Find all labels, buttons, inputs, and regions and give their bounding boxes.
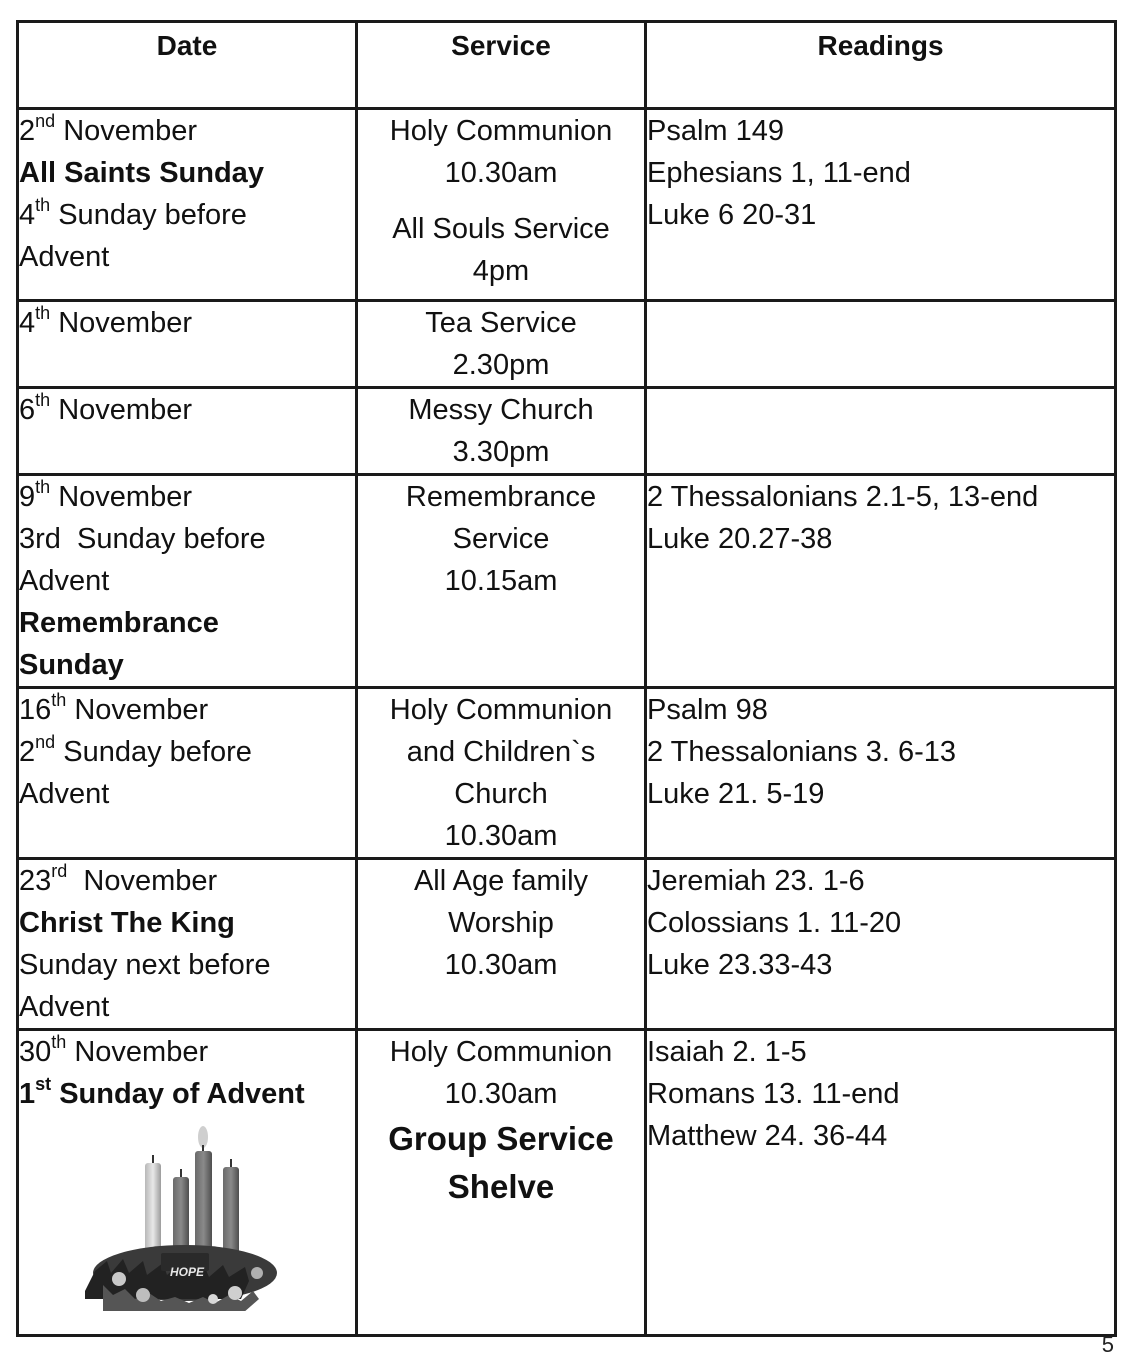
page-number: 5 — [1101, 1332, 1114, 1357]
readings-cell — [646, 301, 1116, 388]
advent-wreath-image — [85, 1123, 285, 1311]
readings-cell: 2 Thessalonians 2.1-5, 13-end Luke 20.27-38 — [646, 475, 1116, 688]
header-readings: Readings — [646, 22, 1116, 109]
service-cell: Remembrance Service 10.15am — [357, 475, 646, 688]
date-cell: 4th November — [18, 301, 357, 388]
date-cell: 16th November 2nd Sunday before Advent — [18, 688, 357, 859]
readings-cell — [646, 388, 1116, 475]
wreath-label: HOPE — [169, 1265, 204, 1279]
table-row — [18, 388, 1116, 475]
header-row — [18, 22, 1116, 109]
table-row — [18, 859, 1116, 1030]
service-cell: Holy Communion and Children`s Church 10.30am — [357, 688, 646, 859]
feast-name: All Saints Sunday — [19, 157, 264, 189]
service-cell: Messy Church 3.30pm — [357, 388, 646, 475]
services-table — [16, 20, 1117, 1337]
table-row — [18, 688, 1116, 859]
header-date: Date — [18, 22, 357, 109]
service-cell: Holy Communion 10.30am Group Service Shelve — [357, 1030, 646, 1336]
advent-candles-icon — [85, 1123, 285, 1311]
date-cell: 30th November 1st Sunday of Advent HOPE — [18, 1030, 357, 1336]
date-cell: 6th November — [18, 388, 357, 475]
table-row — [18, 1030, 1116, 1336]
date-cell: 2nd November All Saints Sunday 4th Sunday before Advent — [18, 109, 357, 301]
readings-cell: Psalm 149 Ephesians 1, 11-end Luke 6 20-31 — [646, 109, 1116, 301]
readings-cell: Isaiah 2. 1-5 Romans 13. 11-end Matthew 24. 36-44 — [646, 1030, 1116, 1336]
readings-cell: Psalm 98 2 Thessalonians 3. 6-13 Luke 21. 5-19 — [646, 688, 1116, 859]
service-cell: Holy Communion 10.30am All Souls Service 4pm — [357, 109, 646, 301]
header-service: Service — [357, 22, 646, 109]
readings-cell: Jeremiah 23. 1-6 Colossians 1. 11-20 Luke 23.33-43 — [646, 859, 1116, 1030]
table-row — [18, 301, 1116, 388]
service-cell: All Age family Worship 10.30am — [357, 859, 646, 1030]
table-row — [18, 109, 1116, 301]
table-row — [18, 475, 1116, 688]
date-cell: 9th November 3rd Sunday before Advent Remembrance Sunday — [18, 475, 357, 688]
service-cell: Tea Service 2.30pm — [357, 301, 646, 388]
date-cell: 23rd November Christ The King Sunday next before Advent — [18, 859, 357, 1030]
